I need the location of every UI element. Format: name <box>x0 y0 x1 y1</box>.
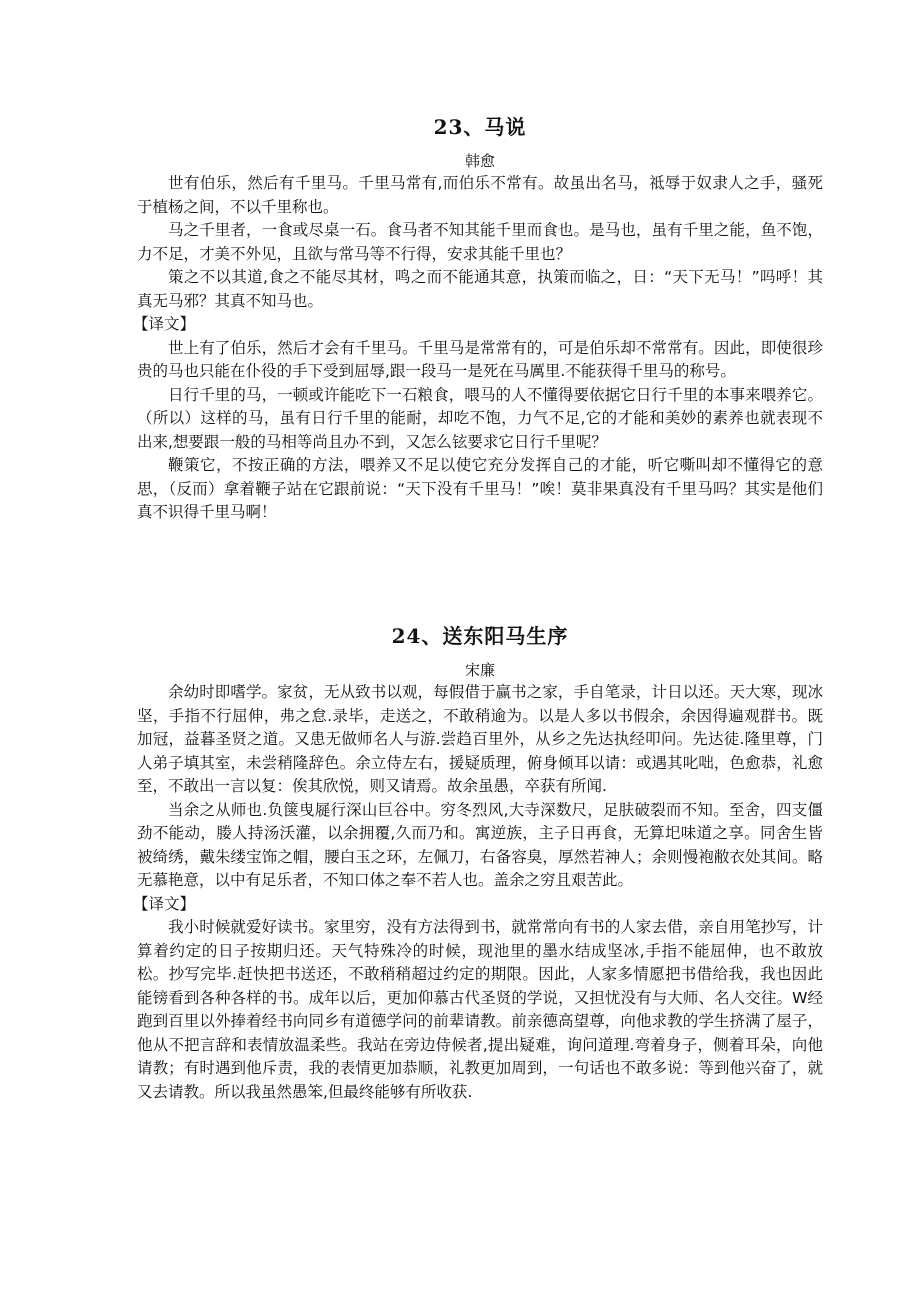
section-song-dongyang-masheng-xu <box>133 623 823 1104</box>
section-ma-shuo <box>133 114 823 525</box>
translation-paragraph: 我小时候就爱好读书。家里穷，没有方法得到书，就常常向有书的人家去借，亲自用笔抄写，计算着约定的日子按期归还。天气特殊冷的时候，现池里的墨水结成坚冰,手指不能屈伸，也不敢放松。抄写完毕.赶快把书送还，不敢稍稍超过约定的期限。因此，人家多情愿把书借给我，我也因此能镑看到各种各样的书。成年以后，更加仰慕古代圣贤的学说，又担忧没有与大师、名人交往。W经跑到百里以外捧着经书向同乡有道德学问的前辈请教。前亲德高望尊，向他求教的学生挤满了屋子，他从不把言辞和表情放温柔些。我站在旁边侍候者,提出疑难，询问道理.弯着身子，侧着耳朵，向他请教；有时遇到他斥责，我的表情更加恭顺，礼教更加周到，一句话也不敢多说：等到他兴奋了，就又去请教。所以我虽然愚笨,但最终能够有所收获. <box>137 918 823 1101</box>
translation-paragraph: 世上有了伯乐，然后才会有千里马。千里马是常常有的，可是伯乐却不常常有。因此，即使很珍贵的马也只能在仆役的手下受到屈辱,跟一段马一是死在马厲里.不能获得千里马的称号。 <box>137 338 823 380</box>
original-paragraph: 当余之从师也.负箧曳屣行深山巨谷中。穷冬烈风,大寺深数尺，足肤破裂而不知。至舍，四支僵劲不能动，媵人持汤沃灌，以余拥覆,久而乃和。寓逆族，主子日再食，无算圯味道之享。同舍生皆被绮绣，戴朱缕宝饰之帽，腰白玉之环，左佩刀，右备容臭，厚然若神人；余则慢袍敝衣处其间。略无慕艳意，以中有足乐者，不知口体之奉不若人也。盖余之穷且艰苦此。 <box>137 800 823 889</box>
section-title: 23、马说 <box>433 115 527 139</box>
translation-label: 【译文】 <box>133 315 196 333</box>
original-paragraph: 余幼时即嗜学。家贫，无从致书以观，每假借于赢书之家，手自笔录，计日以还。天大寒，现冰坚，手指不行屈伸，弗之怠.录毕，走送之，不敢稍逾为。以是人多以书假余，余因得遍观群书。既加冠，益暮圣贤之道。又患无做师名人与游.尝趋百里外，从乡之先达执经叩问。先达徒.隆里尊，门人弟子填其室，未尝稍隆辞色。余立侍左右，援疑质理，俯身倾耳以请：或遇其叱咄，色愈恭，礼愈至，不敢出一言以复：俟其欣悦，则又请焉。故余虽愚，卒获有所闻. <box>137 683 823 795</box>
translation-paragraph: 鞭策它，不按正确的方法，喂养又不足以使它充分发挥自己的才能，听它嘶叫却不懂得它的意思，（反而）拿着鞭子站在它跟前说：“天下没有千里马！”唉！莫非果真没有千里马吗？其实是他们真不识得千里马啊！ <box>137 456 823 521</box>
original-paragraph: 世有伯乐，然后有千里马。千里马常有,而伯乐不常有。故虽出名马，祗辱于奴隶人之手，骚死于植杨之间，不以千里称也。 <box>137 174 823 216</box>
section-title: 24、送东阳马生序 <box>391 624 569 648</box>
translation-paragraph: 日行千里的马，一顿或许能吃下一石粮食，喂马的人不懂得要依据它日行千里的本事来喂养它。（所以）这样的马，虽有日行千里的能耐，却吃不饱，力气不足,它的才能和美妙的素养也就表现不出来,想要跟一般的马相等尚且办不到，又怎么铉要求它日行千里呢？ <box>137 385 823 451</box>
original-paragraph: 马之千里者，一食或尽桌一石。食马者不知其能千里而食也。是马也，虽有千里之能，鱼不饱，力不足，才美不外见，且欲与常马等不行得，安求其能千里也？ <box>137 221 823 263</box>
original-paragraph: 策之不以其道,食之不能尽其材，鸣之而不能通其意，执策而临之，日：“天下无马！”吗呼！其真无马邪？其真不知马也。 <box>137 268 823 310</box>
section-author: 宋廉 <box>464 661 495 679</box>
translation-label: 【译文】 <box>133 894 196 913</box>
section-author: 韩愈 <box>464 152 495 170</box>
